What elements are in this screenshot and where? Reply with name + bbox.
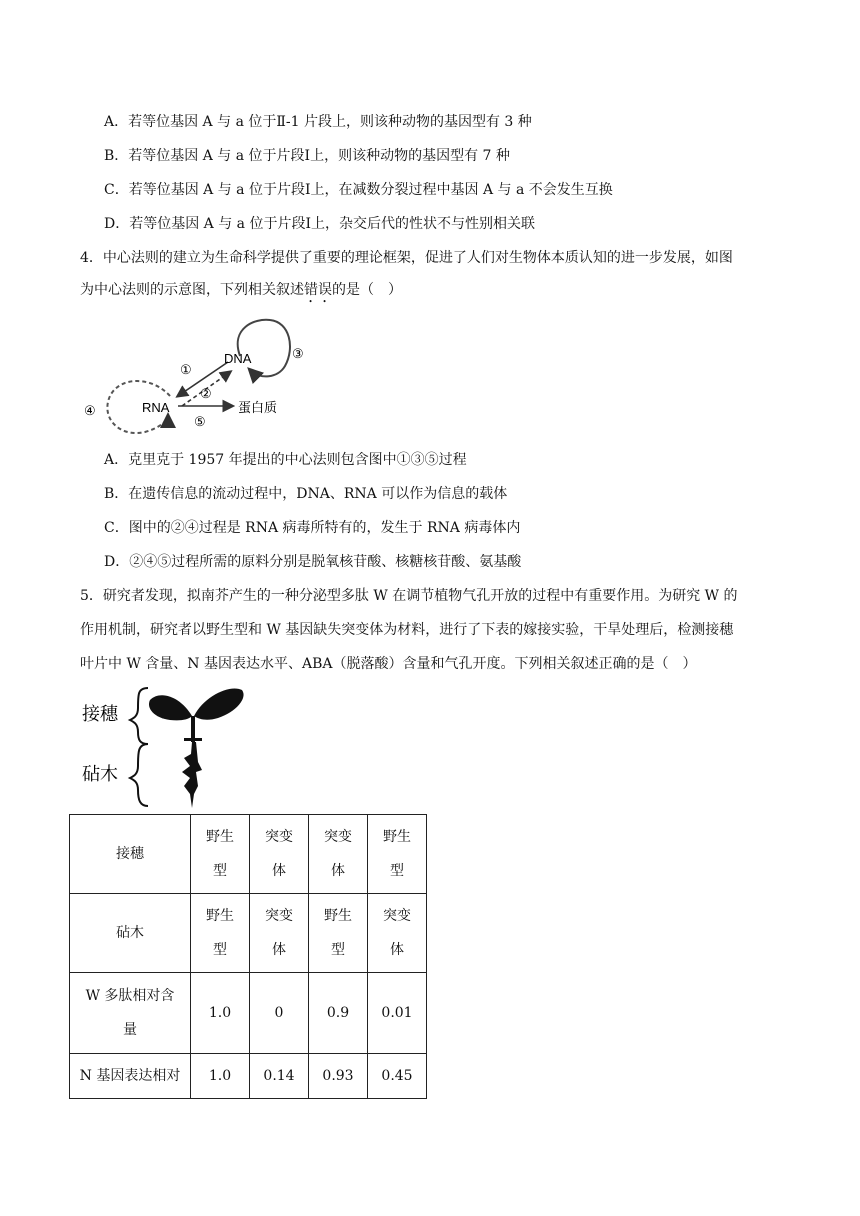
- table-cell: 野生型: [191, 815, 250, 894]
- table-cell: 0.93: [309, 1054, 368, 1099]
- table-row: [70, 894, 427, 973]
- q3-option-a: A．若等位基因 A 与 a 位于Ⅱ-1 片段上，则该种动物的基因型有 3 种: [104, 114, 532, 130]
- root: [182, 742, 202, 808]
- q4-stem-line2: [80, 280, 402, 306]
- table-cell: 0.14: [250, 1054, 309, 1099]
- q3-option-d: D．若等位基因 A 与 a 位于片段Ⅰ上，杂交后代的性状不与性别相关联: [104, 216, 536, 232]
- q3-option-c: C．若等位基因 A 与 a 位于片段Ⅰ上，在减数分裂过程中基因 A 与 a 不会发生互换: [104, 182, 613, 198]
- q4-option-b: B．在遗传信息的流动过程中，DNA、RNA 可以作为信息的载体: [104, 486, 508, 502]
- q4-option-c: C．图中的②④过程是 RNA 病毒所特有的，发生于 RNA 病毒体内: [104, 520, 521, 536]
- table-row: [70, 815, 427, 894]
- q5-stem-line2: 作用机制，研究者以野生型和 W 基因缺失突变体为材料，进行了下表的嫁接实验，干旱处理后，检测接穗: [80, 622, 734, 638]
- q5-stem-line1: 5．研究者发现，拟南芥产生的一种分泌型多肽 W 在调节植物气孔开放的过程中有重要作用。为研究 W 的: [80, 588, 738, 604]
- process-1-label: ①: [180, 363, 192, 378]
- left-leaf: [149, 695, 192, 720]
- grafted-plant-figure: [80, 682, 260, 810]
- table-cell: 砧木: [70, 894, 191, 973]
- stock-label: 砧木: [82, 764, 118, 785]
- protein-label: 蛋白质: [238, 401, 278, 416]
- table-cell: 野生型: [191, 894, 250, 973]
- table-row: [70, 1054, 427, 1099]
- q4-option-d: D．②④⑤过程所需的原料分别是脱氧核苷酸、核糖核苷酸、氨基酸: [104, 554, 522, 570]
- table-row: [70, 973, 427, 1054]
- table-cell: 0.01: [368, 973, 427, 1054]
- table-cell: 突变体: [250, 815, 309, 894]
- q3-option-b: B．若等位基因 A 与 a 位于片段Ⅰ上，则该种动物的基因型有 7 种: [104, 148, 510, 164]
- table-cell: N 基因表达相对: [70, 1054, 191, 1099]
- table-cell: 野生型: [368, 815, 427, 894]
- table-cell: 接穗: [70, 815, 191, 894]
- rna-label: RNA: [142, 400, 170, 415]
- q4-stem-emphasis: 错误: [304, 282, 332, 298]
- table-cell: 野生型: [309, 894, 368, 973]
- scion-label: 接穗: [82, 704, 118, 725]
- central-dogma-diagram: [80, 318, 320, 438]
- stock-brace: [130, 744, 148, 806]
- q4-stem-pre: 为中心法则的示意图，下列相关叙述: [80, 282, 304, 298]
- graft-junction: [184, 738, 202, 741]
- dna-label: DNA: [224, 351, 252, 366]
- scion-brace: [130, 688, 148, 744]
- table-cell: W 多肽相对含量: [70, 973, 191, 1054]
- dna-replication-loop: [238, 320, 290, 377]
- table-cell: 突变体: [309, 815, 368, 894]
- right-leaf: [194, 688, 244, 719]
- q4-stem-post: 的是（ ）: [332, 282, 402, 298]
- grafting-table: [69, 814, 427, 1099]
- table-cell: 1.0: [191, 973, 250, 1054]
- table-cell: 0.45: [368, 1054, 427, 1099]
- process-2-label: ②: [200, 387, 212, 402]
- table-cell: 0.9: [309, 973, 368, 1054]
- process-3-label: ③: [292, 347, 304, 362]
- table-cell: 0: [250, 973, 309, 1054]
- table-cell: 突变体: [250, 894, 309, 973]
- q4-stem-line1: 4．中心法则的建立为生命科学提供了重要的理论框架，促进了人们对生物体本质认知的进一步发展，如图: [80, 250, 733, 266]
- table-cell: 突变体: [368, 894, 427, 973]
- table-cell: 1.0: [191, 1054, 250, 1099]
- process-5-label: ⑤: [194, 415, 206, 430]
- q4-option-a: A．克里克于 1957 年提出的中心法则包含图中①③⑤过程: [104, 452, 467, 468]
- process-4-label: ④: [84, 404, 96, 419]
- q5-stem-line3: 叶片中 W 含量、N 基因表达水平、ABA（脱落酸）含量和气孔开度。下列相关叙述正确的是（ ）: [80, 656, 697, 672]
